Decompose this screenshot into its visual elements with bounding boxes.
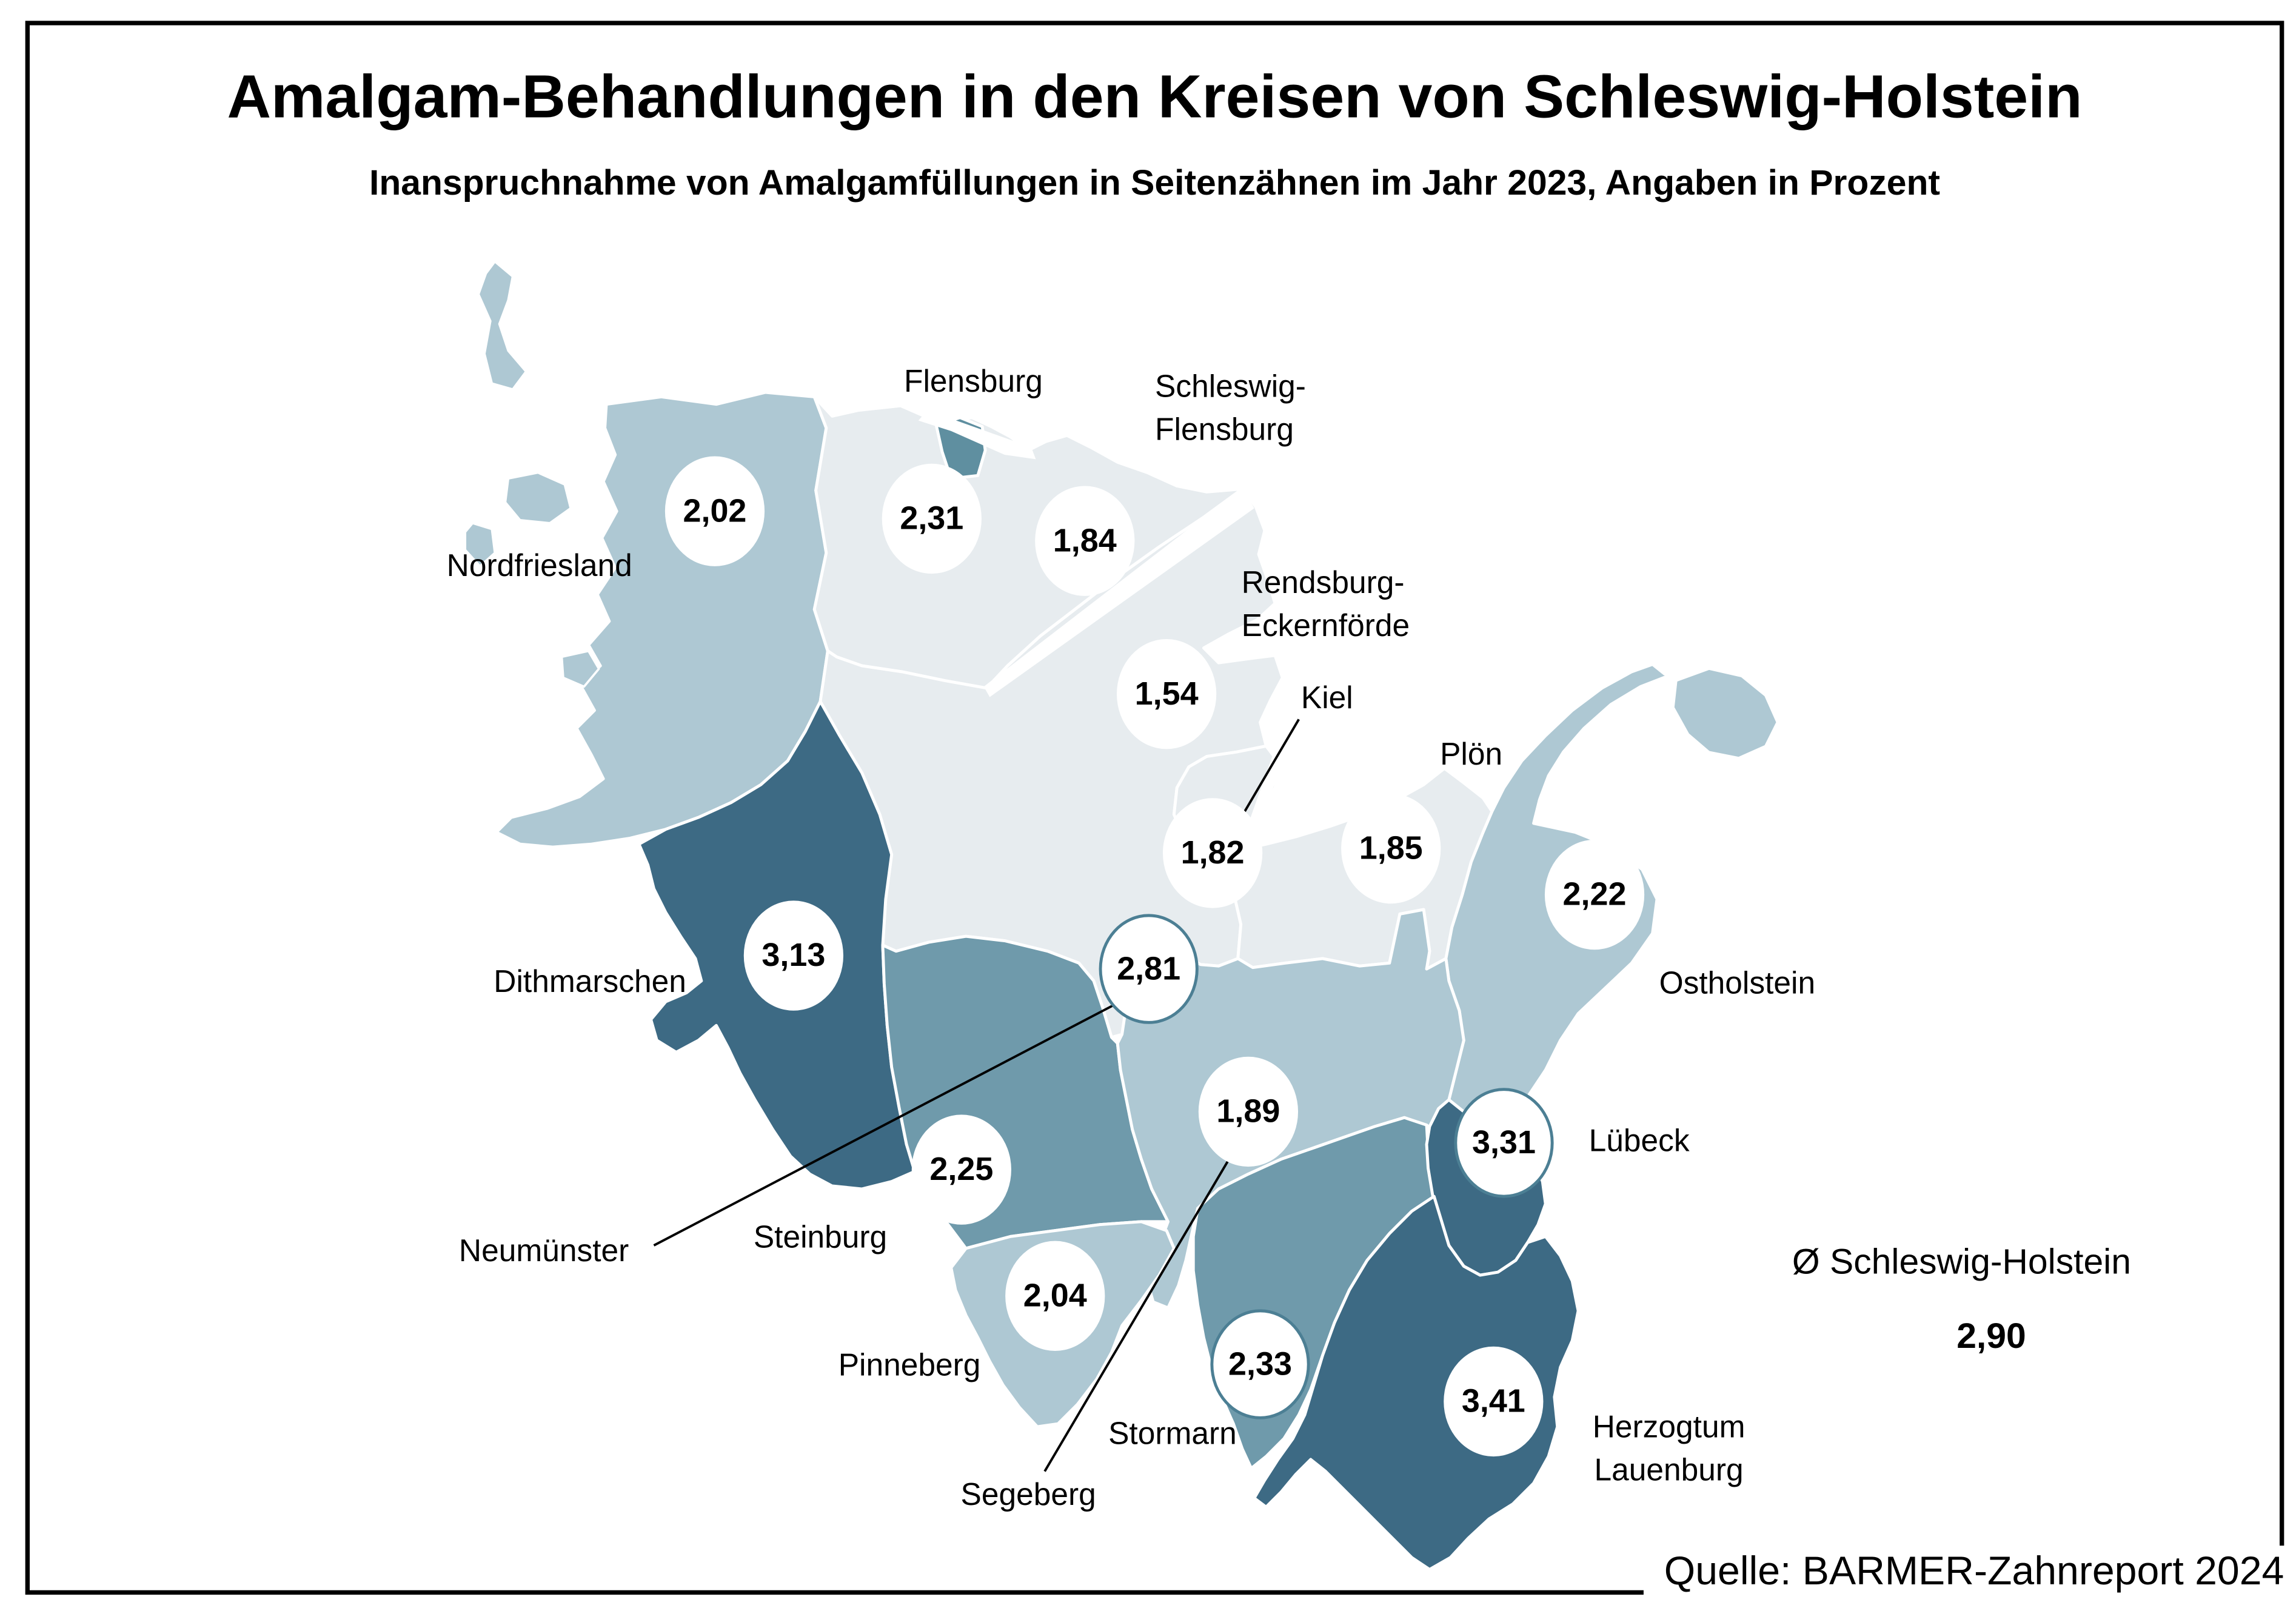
district-label-line: Eckernförde [1241, 609, 1410, 644]
value-text-neumuenster: 2,81 [1117, 950, 1181, 987]
district-label-line: Neumünster [458, 1234, 629, 1269]
page-title: Amalgam-Behandlungen in den Kreisen von Schleswig-Holstein [227, 62, 2083, 131]
district-label-dithmarschen [494, 962, 686, 1005]
island-shape-sylt [478, 261, 526, 389]
district-label-line: Nordfriesland [446, 549, 632, 584]
district-label-line: Plön [1440, 738, 1503, 772]
district-label-luebeck [1589, 1121, 1690, 1164]
value-badge-nordfriesland [665, 456, 765, 566]
value-badge-lauenburg [1444, 1347, 1543, 1456]
district-label-line: Pinneberg [838, 1348, 981, 1383]
value-badge-pinneberg [1005, 1241, 1105, 1351]
district-label-line: Lauenburg [1594, 1453, 1744, 1488]
value-badge-steinburg [912, 1114, 1011, 1224]
source-attribution: Quelle: BARMER-Zahnreport 2024 [1643, 1546, 2287, 1606]
district-label-segeberg [961, 1475, 1096, 1518]
value-badge-kiel [1163, 798, 1262, 908]
value-text-pinneberg: 2,04 [1023, 1276, 1087, 1314]
value-badge-ostholstein [1545, 840, 1644, 950]
average-label: Ø Schleswig-Holstein [1792, 1242, 2131, 1283]
value-text-schleswig_flensburg: 1,84 [1053, 521, 1117, 559]
district-label-line: Rendsburg- [1241, 566, 1405, 601]
district-label-line: Stormarn [1108, 1417, 1237, 1452]
district-label-line: Steinburg [753, 1221, 888, 1255]
value-text-stormarn: 2,33 [1228, 1345, 1293, 1382]
district-label-line: Flensburg [904, 364, 1043, 400]
district-label-ploen [1440, 735, 1502, 778]
value-text-kiel: 1,82 [1180, 834, 1245, 871]
district-label-line: Schleswig- [1155, 370, 1306, 404]
value-badge-segeberg [1199, 1057, 1298, 1167]
district-label-rendsburg [1242, 563, 1410, 649]
value-text-flensburg_city: 2,31 [900, 499, 964, 537]
district-label-lauenburg [1593, 1407, 1745, 1493]
value-text-segeberg: 1,89 [1216, 1092, 1280, 1130]
district-label-line: Flensburg [1155, 413, 1294, 447]
district-label-line: Herzogtum [1592, 1410, 1745, 1445]
value-text-luebeck: 3,31 [1472, 1124, 1536, 1161]
district-label-line: Ostholstein [1659, 966, 1816, 1001]
district-label-line: Kiel [1300, 681, 1353, 716]
district-label-line: Segeberg [960, 1478, 1096, 1513]
district-label-line: Dithmarschen [494, 965, 686, 1000]
value-badge-flensburg_city [882, 464, 982, 574]
value-text-lauenburg: 3,41 [1461, 1382, 1525, 1419]
island-shape-foehr [505, 472, 571, 523]
value-badge-ploen [1341, 794, 1441, 903]
island-shape-fehmarn [1673, 669, 1778, 758]
page-subtitle: Inanspruchnahme von Amalgamfüllungen in Seitenzähnen im Jahr 2023, Angaben in Prozent [369, 163, 1940, 204]
district-label-ostholstein [1659, 964, 1816, 1007]
value-badge-rendsburg [1117, 639, 1216, 749]
value-badge-stormarn [1210, 1309, 1310, 1419]
district-label-stormarn [1108, 1414, 1237, 1457]
district-label-line: Lübeck [1588, 1124, 1690, 1159]
value-text-ostholstein: 2,22 [1562, 875, 1627, 913]
value-text-rendsburg: 1,54 [1134, 674, 1199, 712]
value-text-nordfriesland: 2,02 [683, 492, 747, 529]
district-label-steinburg [754, 1218, 887, 1261]
average-value: 2,90 [1956, 1316, 2026, 1357]
value-badge-schleswig_flensburg [1035, 486, 1134, 596]
value-badge-neumuenster [1099, 914, 1199, 1023]
district-label-schleswig_flensburg [1155, 367, 1306, 453]
value-badge-dithmarschen [744, 900, 843, 1010]
value-text-ploen: 1,85 [1359, 829, 1423, 866]
district-label-pinneberg [838, 1346, 981, 1389]
value-text-dithmarschen: 3,13 [761, 936, 826, 974]
district-label-neumuenster [459, 1231, 629, 1275]
district-label-kiel [1301, 678, 1353, 722]
value-text-steinburg: 2,25 [929, 1150, 994, 1188]
district-label-flensburg_city [904, 362, 1043, 405]
value-badge-luebeck [1454, 1088, 1553, 1198]
district-label-nordfriesland [447, 546, 632, 589]
